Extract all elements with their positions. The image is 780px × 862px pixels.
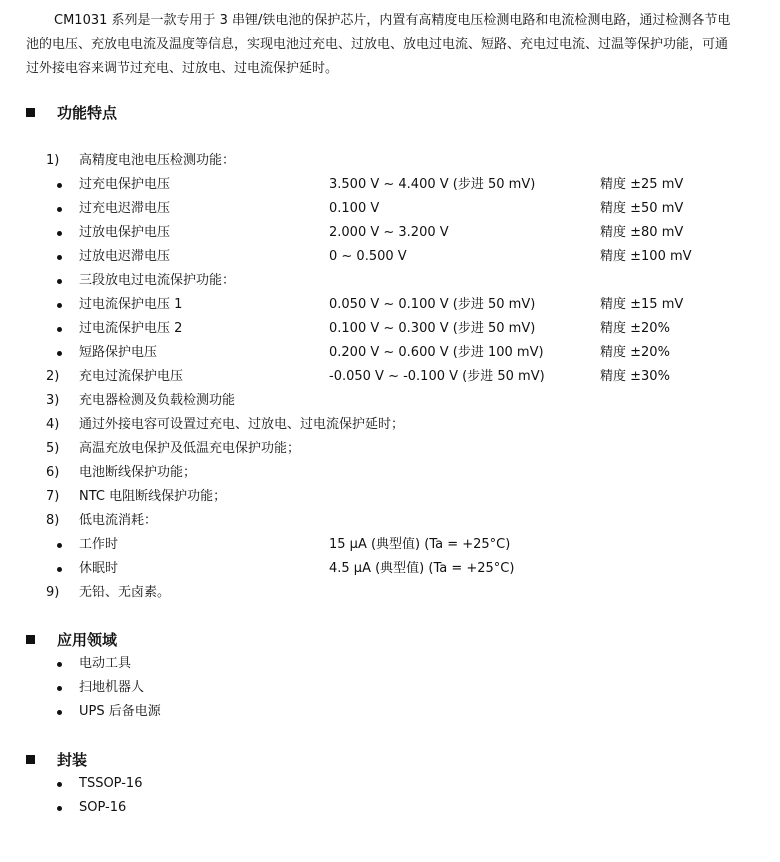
package-label: SOP-16 [79, 800, 127, 815]
bullet-dot-icon [57, 686, 62, 691]
item-number: 4) [46, 417, 60, 432]
feature-label: 过充电保护电压 [79, 177, 171, 192]
feature-label: 过充电迟滞电压 [79, 201, 171, 216]
feature-precision: 精度 ±20% [600, 321, 670, 336]
item-number: 2) [46, 369, 60, 384]
bullet-dot-icon [57, 662, 62, 667]
feature-value: 0 ~ 0.500 V [329, 249, 407, 264]
bullet-dot-icon [57, 710, 62, 715]
package-label: TSSOP-16 [79, 776, 143, 791]
feature-label: 高精度电池电压检测功能： [79, 153, 236, 168]
feature-label: 低电流消耗： [79, 513, 158, 528]
bullet-dot-icon [57, 255, 62, 260]
section-heading-text: 封装 [57, 750, 88, 769]
intro-line: 过外接电容来调节过充电、过放电、过电流保护延时。 [26, 61, 339, 76]
feature-label: 短路保护电压 [79, 345, 158, 360]
item-number: 7) [46, 489, 60, 504]
feature-precision: 精度 ±30% [600, 369, 670, 384]
feature-value: 2.000 V ~ 3.200 V [329, 225, 449, 240]
feature-value: 3.500 V ~ 4.400 V (步进 50 mV) [329, 177, 536, 192]
square-bullet-icon [26, 108, 35, 117]
square-bullet-icon [26, 755, 35, 764]
feature-label: 休眠时 [79, 561, 119, 576]
item-number: 6) [46, 465, 60, 480]
section-heading-packages [26, 749, 87, 769]
bullet-dot-icon [57, 303, 62, 308]
feature-precision: 精度 ±80 mV [600, 225, 684, 240]
item-number: 9) [46, 585, 60, 600]
feature-value: 0.050 V ~ 0.100 V (步进 50 mV) [329, 297, 536, 312]
feature-label: 过电流保护电压 2 [79, 321, 183, 336]
bullet-dot-icon [57, 327, 62, 332]
feature-label: 三段放电过电流保护功能： [79, 273, 236, 288]
feature-label: 工作时 [79, 537, 119, 552]
feature-value: 0.100 V ~ 0.300 V (步进 50 mV) [329, 321, 536, 336]
feature-value: -0.050 V ~ -0.100 V (步进 50 mV) [329, 369, 545, 384]
bullet-dot-icon [57, 279, 62, 284]
feature-label: 电池断线保护功能； [79, 465, 197, 480]
application-label: UPS 后备电源 [79, 704, 161, 719]
intro-line: 池的电压、充放电电流及温度等信息，实现电池过充电、过放电、放电过电流、短路、充电过电流、过温等保护功能，可通 [26, 37, 729, 52]
feature-value: 4.5 μA (典型值) (Ta = +25°C) [329, 561, 515, 576]
feature-precision: 精度 ±50 mV [600, 201, 684, 216]
feature-value: 0.200 V ~ 0.600 V (步进 100 mV) [329, 345, 544, 360]
feature-label: 过放电迟滞电压 [79, 249, 171, 264]
intro-paragraph [26, 9, 776, 81]
section-heading-text: 应用领域 [57, 630, 118, 649]
feature-label: 过电流保护电压 1 [79, 297, 183, 312]
item-number: 8) [46, 513, 60, 528]
bullet-dot-icon [57, 231, 62, 236]
item-number: 3) [46, 393, 60, 408]
item-number: 1) [46, 153, 60, 168]
application-label: 电动工具 [79, 656, 132, 671]
feature-label: 充电器检测及负载检测功能 [79, 393, 236, 408]
section-heading-features [26, 102, 117, 122]
feature-value: 15 μA (典型值) (Ta = +25°C) [329, 537, 511, 552]
bullet-dot-icon [57, 567, 62, 572]
bullet-dot-icon [57, 806, 62, 811]
application-label: 扫地机器人 [79, 680, 145, 695]
bullet-dot-icon [57, 183, 62, 188]
section-heading-applications [26, 629, 117, 649]
bullet-dot-icon [57, 543, 62, 548]
feature-precision: 精度 ±100 mV [600, 249, 692, 264]
bullet-dot-icon [57, 782, 62, 787]
feature-value: 0.100 V [329, 201, 380, 216]
intro-line: CM1031 系列是一款专用于 3 串锂/铁电池的保护芯片，内置有高精度电压检测电路和电流检测电路，通过检测各节电 [54, 13, 731, 28]
bullet-dot-icon [57, 207, 62, 212]
feature-label: 通过外接电容可设置过充电、过放电、过电流保护延时； [79, 417, 405, 432]
feature-precision: 精度 ±25 mV [600, 177, 684, 192]
feature-label: 过放电保护电压 [79, 225, 171, 240]
section-heading-text: 功能特点 [57, 103, 118, 122]
feature-label: 充电过流保护电压 [79, 369, 184, 384]
feature-label: NTC 电阻断线保护功能； [79, 489, 227, 504]
feature-precision: 精度 ±20% [600, 345, 670, 360]
feature-precision: 精度 ±15 mV [600, 297, 684, 312]
feature-label: 无铅、无卤素。 [79, 585, 171, 600]
feature-label: 高温充放电保护及低温充电保护功能； [79, 441, 301, 456]
square-bullet-icon [26, 635, 35, 644]
bullet-dot-icon [57, 351, 62, 356]
item-number: 5) [46, 441, 60, 456]
